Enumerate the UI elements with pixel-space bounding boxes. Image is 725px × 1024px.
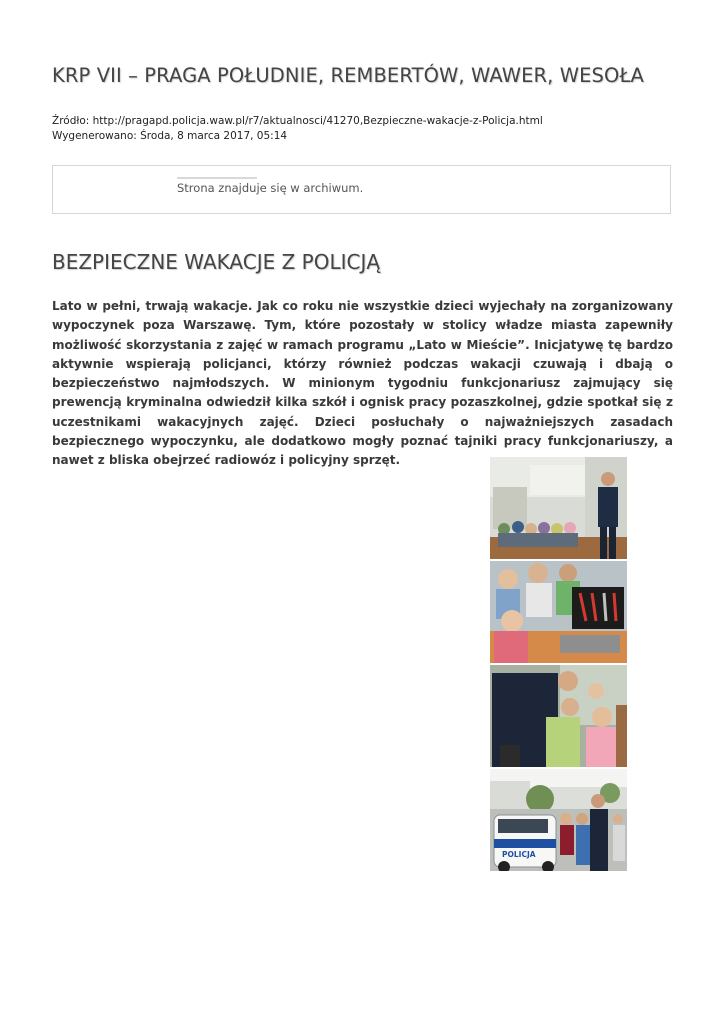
- archive-notice-text: Strona znajduje się w archiwum.: [177, 181, 364, 195]
- photo-equipment-case[interactable]: [490, 561, 627, 663]
- article-title: BEZPIECZNE WAKACJE Z POLICJĄ: [52, 250, 381, 274]
- officer-photo-image: [490, 665, 627, 767]
- generated-line: Wygenerowano: Środa, 8 marca 2017, 05:14: [52, 130, 288, 142]
- document-meta: [52, 114, 543, 144]
- page-title: KRP VII – PRAGA POŁUDNIE, REMBERTÓW, WAWER, WESOŁA: [52, 64, 644, 87]
- photo-officer-with-children[interactable]: [490, 665, 627, 767]
- police-car-label: POLICJA: [502, 850, 536, 859]
- archive-notice: [52, 165, 671, 214]
- equipment-photo-image: [490, 561, 627, 663]
- article-lead: Lato w pełni, trwają wakacje. Jak co roku nie wszystkie dzieci wyjechały na zorganizowany wypoczynek poza Warszawę. Tym, które pozostały w stolicy władze miasta zapewniły możliwość skorzystania z zajęć w ramach programu „Lato w Mieście”. Inicjatywę tę bardzo aktywnie wspierają policjanci, którzy również podczas wakacji czuwają i dbają o bezpieczeństwo najmłodszych. W minionym tygodniu funkcjonariusz zajmujący się prewencją kryminalna odwiedził kilka szkół i ognisk pracy pozaszkolnej, gdzie spotkał się z uczestnikami wakacyjnych zajęć. Dzieci posłuchały o najważniejszych zasadach bezpiecznego wypoczynku, ale dodatkowo mogły poznać tajniki pracy funkcjonariuszy, a nawet z bliska obejrzeć radiowóz i policyjny sprzęt.: [52, 299, 673, 468]
- photo-gallery: [490, 457, 627, 873]
- classroom-photo-image: [490, 457, 627, 559]
- source-line: Źródło: http://pragapd.policja.waw.pl/r7/aktualnosci/41270,Bezpieczne-wakacje-z-Policja.html: [52, 115, 543, 127]
- police-car-photo-image: [490, 769, 627, 871]
- photo-police-car[interactable]: [490, 769, 627, 871]
- archive-notice-divider: [177, 177, 257, 179]
- photo-classroom-talk[interactable]: [490, 457, 627, 559]
